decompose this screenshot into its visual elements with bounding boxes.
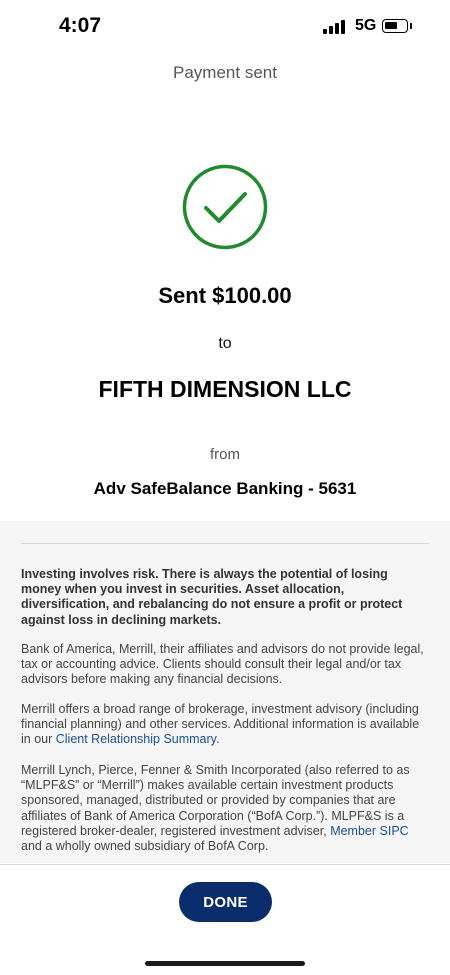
mlpfs-end: and a wholly owned subsidiary of BofA Corp. (21, 839, 269, 854)
done-button[interactable]: DONE (179, 882, 272, 922)
no-advice-disclosure: Bank of America, Merrill, their affiliates and advisors do not provide legal, tax or accounting advice. Clients should consult their legal and/or tax advisors before making any financial decisions. (21, 642, 424, 687)
cellular-signal-icon (323, 20, 347, 34)
disclosures-divider (21, 543, 429, 544)
status-time: 4:07 (59, 14, 102, 37)
member-sipc-link[interactable]: Member SIPC (330, 823, 409, 838)
success-checkmark-icon (182, 164, 268, 250)
home-indicator[interactable] (145, 961, 305, 966)
merrill-services-end: . (216, 732, 220, 747)
merrill-services-disclosure (21, 702, 431, 748)
to-label: to (218, 335, 232, 352)
source-account: Adv SafeBalance Banking - 5631 (93, 479, 357, 498)
from-label: from (210, 446, 240, 463)
network-type: 5G (355, 17, 377, 34)
battery-icon (382, 19, 408, 33)
sent-amount: Sent $100.00 (158, 283, 292, 308)
merrill-services-text: Merrill offers a broad range of brokerage, investment advisory (including financial planning) and other services. Additional information is available in our (21, 702, 420, 747)
mlpfs-text: Merrill Lynch, Pierce, Fenner & Smith Incorporated (also referred to as “MLPF&S” or “Merrill”) makes available certain investment products sponsored, managed, distributed or provided by companies that are affiliates of Bank of America Corporation (“BofA Corp.”). MLPF&S is a registered broker-dealer, registered investment adviser, (21, 763, 410, 838)
mlpfs-disclosure (21, 763, 431, 854)
recipient-name: FIFTH DIMENSION LLC (98, 376, 352, 402)
investing-risk-disclosure: Investing involves risk. There is always the potential of losing money when you invest in securities. Asset allocation, diversification, and rebalancing do not ensure a profit or protect against loss in declining markets. (21, 567, 403, 627)
battery-cap (410, 23, 412, 29)
disclosures-panel (0, 521, 450, 863)
status-bar (0, 0, 450, 56)
footer-divider (0, 864, 450, 865)
page-title: Payment sent (173, 63, 277, 82)
client-relationship-summary-link[interactable]: Client Relationship Summary (55, 732, 216, 747)
